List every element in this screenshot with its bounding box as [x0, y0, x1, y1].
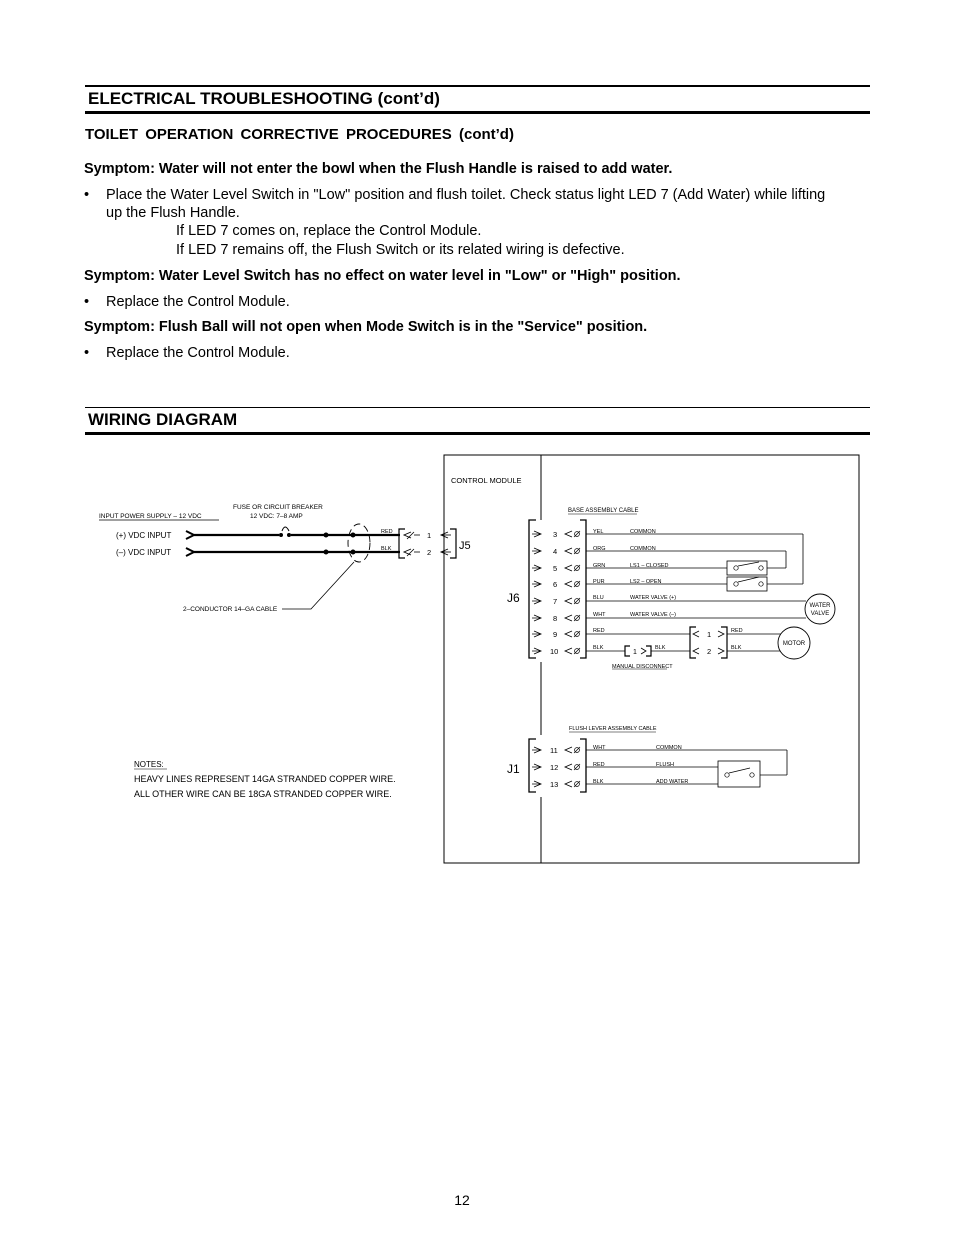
j1-wire-func: COMMON: [656, 745, 682, 751]
j1-wire-color: RED: [593, 762, 605, 768]
j6-pin-num: 5: [553, 564, 558, 573]
section-title: ELECTRICAL TROUBLESHOOTING (cont’d): [88, 89, 440, 108]
symptom-1-note-2: If LED 7 remains off, the Flush Switch or its related wiring is defective.: [176, 242, 625, 258]
j6-wire-color: BLK: [593, 645, 604, 651]
manual-disconnect-label: MANUAL DISCONNECT: [612, 664, 673, 670]
motor-label: MOTOR: [782, 641, 806, 647]
fuse-label-1: FUSE OR CIRCUIT BREAKER: [233, 504, 323, 511]
j1-wire-color: BLK: [593, 779, 604, 785]
j6-wire-func: LS1 – CLOSED: [630, 563, 669, 569]
water-valve-label-2: VALVE: [810, 611, 830, 617]
bullet-text: Replace the Control Module.: [106, 294, 290, 310]
symptom-1-title: Symptom: Water will not enter the bowl when the Flush Handle is raised to add water.: [84, 161, 673, 177]
j1-cable-label: FLUSH LEVER ASSEMBLY CABLE: [569, 726, 657, 732]
bullet-text: Replace the Control Module.: [106, 345, 290, 361]
j6-cable-label: BASE ASSEMBLY CABLE: [568, 508, 639, 514]
j1-label: J1: [507, 762, 520, 776]
fuse-terminal-right: [287, 533, 291, 537]
j6-wire-func: COMMON: [630, 546, 656, 552]
bullet-marker: •: [84, 187, 90, 203]
j6-wire-func: LS2 – OPEN: [630, 579, 662, 585]
j6-pin-row: [532, 645, 604, 656]
j6-label: J6: [507, 591, 520, 605]
j6-wire-func: COMMON: [630, 529, 656, 535]
j6-pin-row: [532, 595, 676, 606]
fuse-terminal-left: [279, 533, 283, 537]
symptom-1-bullet: [84, 186, 844, 222]
j5-pin-1: 1: [427, 531, 432, 540]
j6-wire-func: WATER VALVE (–): [630, 612, 676, 618]
vdc-positive-label: (+) VDC INPUT: [116, 531, 172, 540]
water-valve-symbol: [805, 594, 835, 624]
symptom-3-title: Symptom: Flush Ball will not open when Mode Switch is in the "Service" position.: [84, 319, 648, 335]
section-title: WIRING DIAGRAM: [88, 410, 238, 429]
page-number: 12: [454, 1192, 470, 1208]
j6-wire-color: ORG: [593, 546, 606, 552]
symptom-1-note-1: If LED 7 comes on, replace the Control Module.: [176, 223, 482, 239]
j6-wire-color: RED: [593, 628, 605, 634]
power-supply-label: INPUT POWER SUPPLY – 12 VDC: [99, 513, 202, 520]
j6-wire-color: BLU: [593, 595, 604, 601]
notes-title: NOTES:: [134, 760, 164, 769]
notes-line-1: HEAVY LINES REPRESENT 14GA STRANDED COPPER WIRE.: [134, 774, 396, 784]
j6-pin-num: 6: [553, 580, 558, 589]
wiring-diagram: [95, 450, 865, 870]
motor-wire-red: RED: [731, 628, 743, 634]
j6-wire-color: PUR: [593, 579, 605, 585]
j6-wire-color: YEL: [593, 529, 604, 535]
vdc-negative-label: (–) VDC INPUT: [116, 548, 172, 557]
symptom-2-title: Symptom: Water Level Switch has no effect on water level in "Low" or "High" position.: [84, 268, 681, 284]
manual-disconnect-wire: BLK: [655, 645, 666, 651]
j6-pin-row: [532, 628, 605, 639]
motor-wire-blk: BLK: [731, 645, 742, 651]
control-module-label: CONTROL MODULE: [451, 476, 522, 485]
motor-pin-1: 1: [707, 630, 712, 639]
fuse-label-2: 12 VDC: 7–8 AMP: [250, 513, 303, 520]
j6-pin-num: 8: [553, 614, 558, 623]
j6-pin-num: 9: [553, 630, 558, 639]
j1-pin-num: 12: [550, 763, 559, 772]
j1-pin-num: 11: [550, 746, 558, 755]
bullet-marker: •: [84, 345, 90, 361]
switch-ls2: [727, 577, 767, 591]
j6-wire-func: WATER VALVE (+): [630, 595, 677, 601]
section-header-wiring: [85, 407, 870, 435]
motor-pin-2: 2: [707, 647, 712, 656]
j6-wire-color: WHT: [593, 612, 606, 618]
switch-ls1: [727, 561, 767, 575]
j6-pin-row: [532, 612, 676, 623]
j6-pin-num: 7: [553, 597, 558, 606]
bullet-text: Place the Water Level Switch in "Low" position and flush toilet. Check status light LED 7 (Add Water) while lifting up the Flush Handle.: [106, 187, 826, 221]
section-header-electrical: [85, 85, 870, 114]
j1-pin-num: 13: [550, 780, 559, 789]
bullet-marker: •: [84, 294, 90, 310]
j1-wire-func: ADD WATER: [656, 779, 689, 785]
cable-jacket: [348, 524, 370, 562]
j6-pin-num: 4: [553, 547, 558, 556]
j1-wire-func: FLUSH: [656, 762, 675, 768]
symptom-3-bullet: [84, 344, 844, 362]
manual-disconnect-pin: 1: [633, 649, 637, 656]
symptom-2-bullet: [84, 293, 844, 311]
j6-wire-color: GRN: [593, 563, 606, 569]
j5-wire-blk: BLK: [381, 546, 392, 552]
notes-line-2: ALL OTHER WIRE CAN BE 18GA STRANDED COPPER WIRE.: [134, 789, 392, 799]
j6-pin-num: 10: [550, 647, 559, 656]
j5-wire-red: RED: [381, 529, 393, 535]
subheading: TOILET OPERATION CORRECTIVE PROCEDURES (cont’d): [85, 126, 514, 143]
j5-label: J5: [459, 540, 471, 552]
j1-wire-color: WHT: [593, 745, 606, 751]
j5-pin-2: 2: [427, 548, 432, 557]
j6-pin-num: 3: [553, 530, 558, 539]
cable-label: 2–CONDUCTOR 14–GA CABLE: [183, 606, 278, 613]
fuse-symbol: [282, 527, 289, 531]
water-valve-label-1: WATER: [809, 603, 831, 609]
